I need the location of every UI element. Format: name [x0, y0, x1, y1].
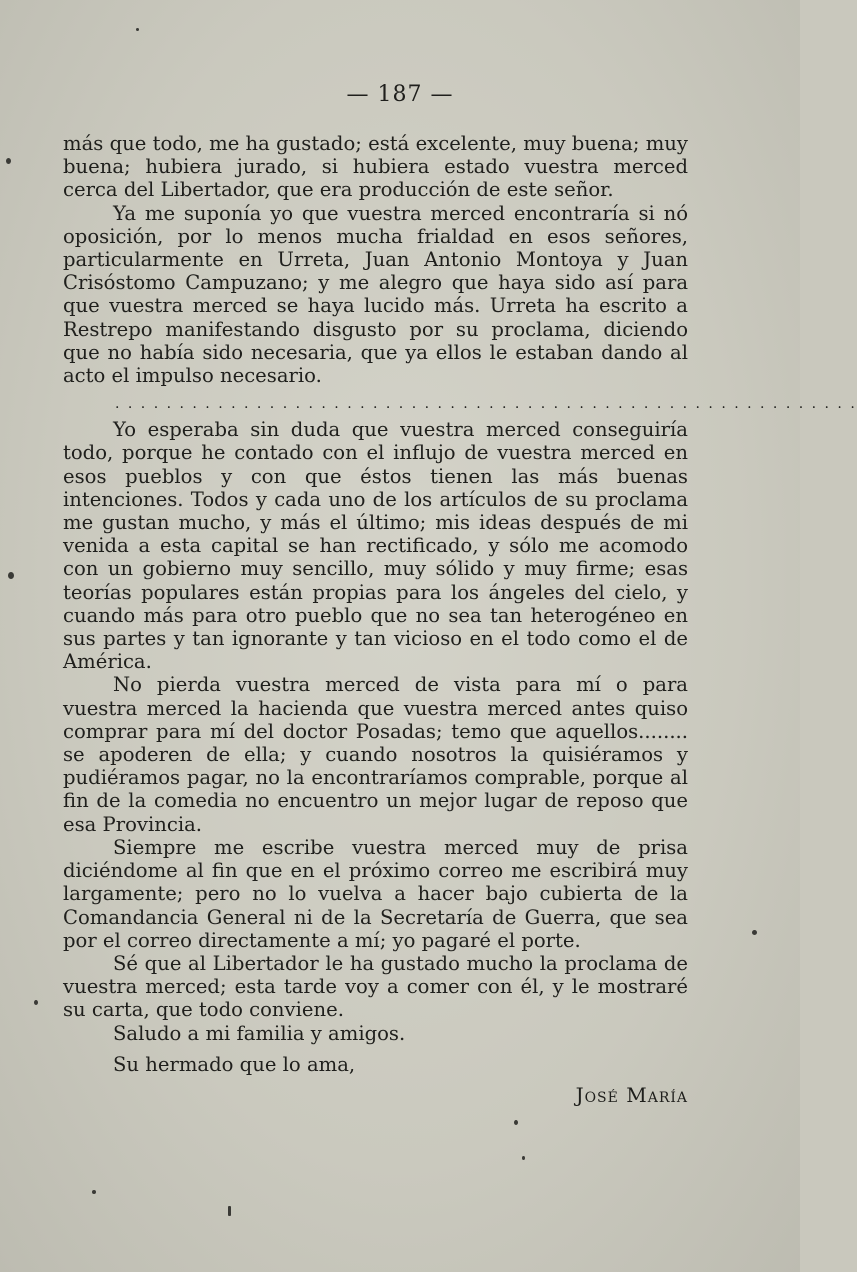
paper-speck — [136, 28, 139, 31]
paragraph-4: No pierda vuestra merced de vista para mí o para vuestra merced la hacienda que vuestra merced antes quiso comprar para mí del doctor Posadas; temo que aquellos........ se apoderen de ella; y cuando nosotros la quisiéramos y pudiéramos pagar, no la encontraríamos comprable, porque al fin de la comedia no encuentro un mejor lugar de reposo que esa Provincia. — [63, 673, 688, 836]
paper-speck — [34, 1000, 38, 1005]
page-number: — 187 — — [346, 82, 454, 107]
paper-speck — [6, 158, 11, 164]
paper-speck — [752, 930, 757, 935]
paper-speck — [8, 572, 14, 579]
paper-speck — [514, 1120, 518, 1125]
paragraph-2: Ya me suponía yo que vuestra merced encontraría si nó oposición, por lo menos mucha frialdad en esos señores, particularmente en Urreta, Juan Antonio Montoya y Juan Crisóstomo Campuzano; y me alegro que haya sido así para que vuestra merced se haya lucido más. Urreta ha escrito a Restrepo manifestando disgusto por su proclama, diciendo que no había sido necesaria, que ya ellos le estaban dando al acto el impulso necesario. — [63, 201, 688, 388]
paragraph-1: más que todo, me ha gustado; está excelente, muy buena; muy buena; hubiera jurado, si hubiera estado vuestra merced cerca del Libertador, que era producción de este señor. — [63, 132, 688, 202]
paper-speck — [522, 1156, 525, 1160]
ellipsis-separator: . . . . . . . . . . . . . . . . . . . . . . . . . . . . . . . . . . . . . . . . . . . . . . . . . . . . . . . . . . — [115, 396, 857, 413]
paragraph-6: Sé que al Libertador le ha gustado mucho la proclama de vuestra merced; esta tarde voy a comer con él, y le mostraré su carta, que todo conviene. — [63, 951, 688, 1022]
paragraph-3: Yo esperaba sin duda que vuestra merced conseguiría todo, porque he contado con el influjo de vuestra merced en esos pueblos y con que éstos tienen las más buenas intenciones. Todos y cada uno de los artículos de su proclama me gustan mucho, y más el último; mis ideas después de mi venida a esta capital se han rectificado, y sólo me acomodo con un gobierno muy sencillo, muy sólido y muy firme; esas teorías populares están propias para los ángeles del cielo, y cuando más para otro pueblo que no sea tan heterogéneo en sus partes y tan ignorante y tan vicioso en el todo como el de América. — [63, 418, 688, 674]
paragraph-7: Saludo a mi familia y amigos. — [113, 1021, 406, 1045]
paper-speck — [228, 1206, 231, 1216]
paper-speck — [92, 1190, 96, 1194]
signature: José María — [575, 1082, 688, 1107]
closing-line: Su hermado que lo ama, — [113, 1052, 356, 1076]
paragraph-5: Siempre me escribe vuestra merced muy de prisa diciéndome al fin que en el próximo correo me escribirá muy largamente; pero no lo vuelva a hacer bajo cubierta de la Comandancia General ni de la Secretaría de Guerra, que sea por el correo directamente a mí; yo pagaré el porte. — [63, 835, 688, 952]
letter-body — [63, 132, 857, 1107]
